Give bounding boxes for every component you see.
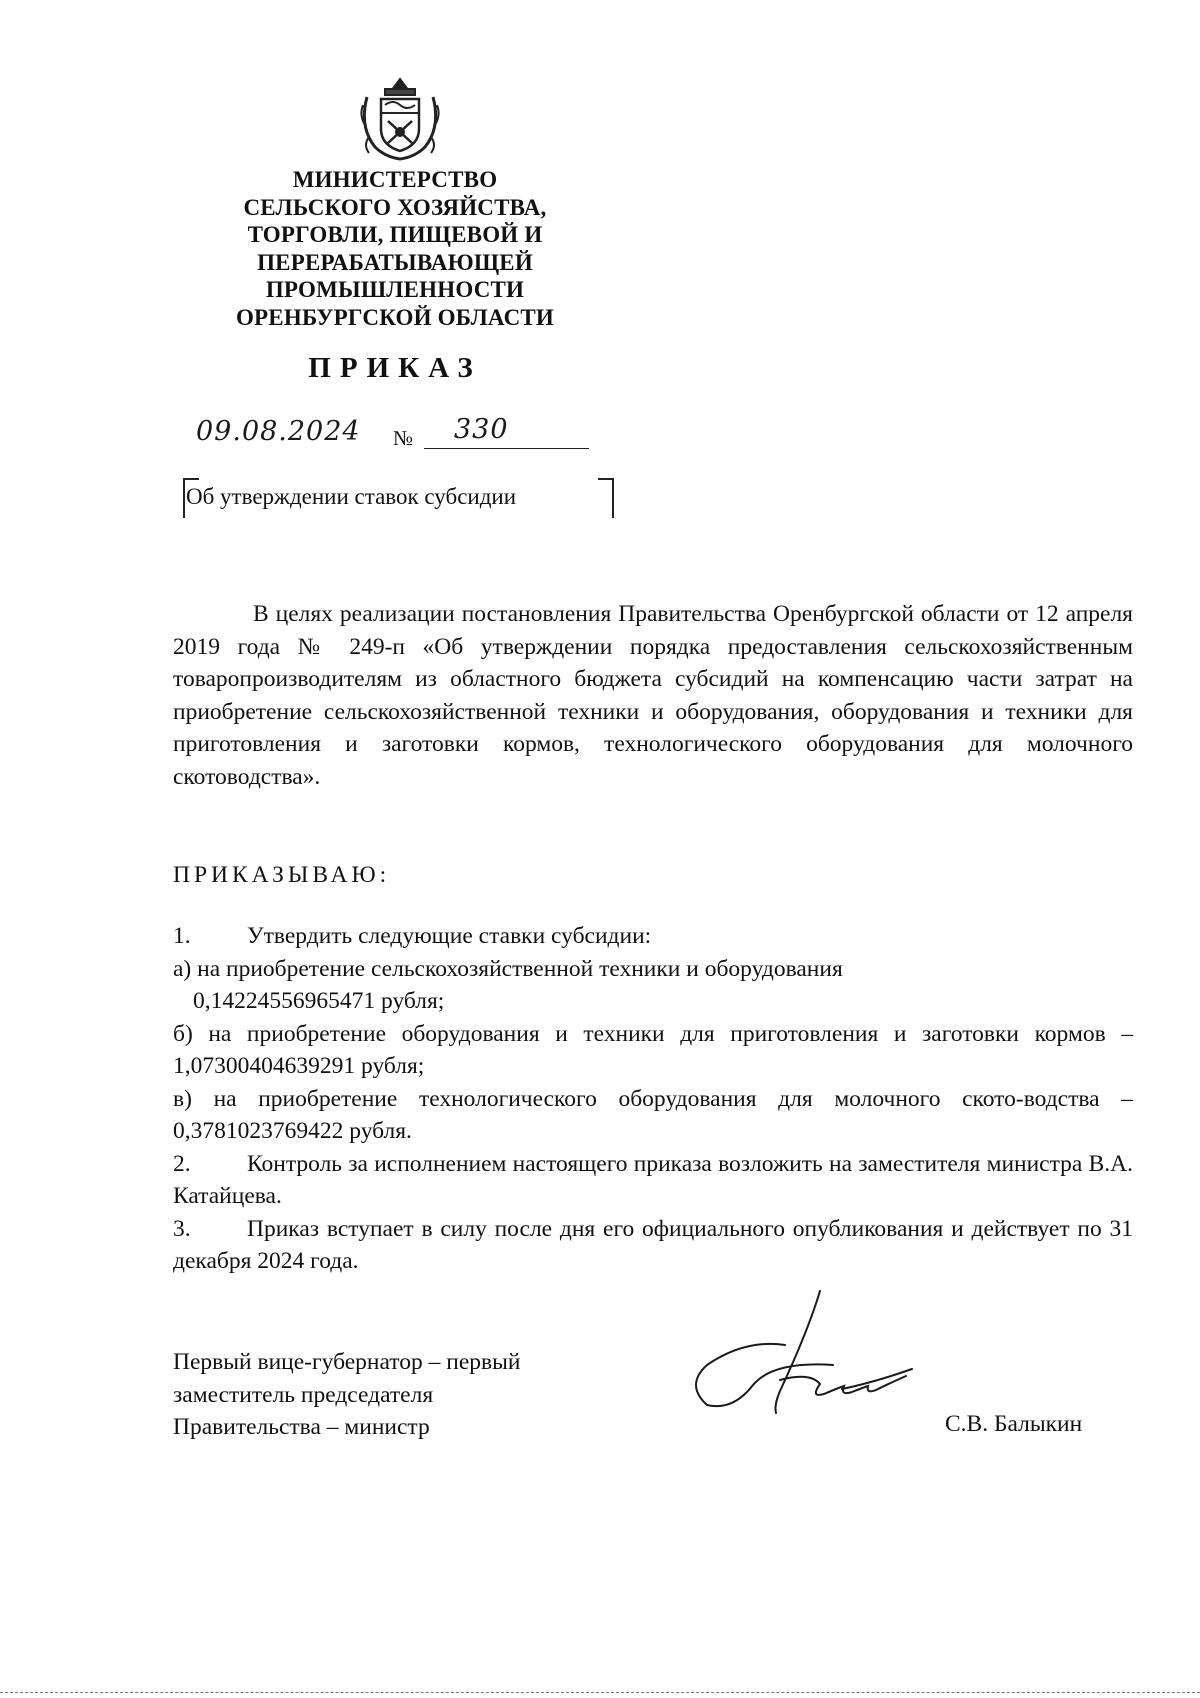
- item-1: [173, 920, 1133, 953]
- item-number: 1.: [173, 923, 191, 949]
- number-underline: [424, 448, 589, 449]
- item-text: Контроль за исполнением настоящего приказа возложить на заместителя министра В.А. Катайцева.: [173, 1150, 1133, 1209]
- signatory-name: С.В. Балыкин: [945, 1411, 1083, 1437]
- item-text: Утвердить следующие ставки субсидии:: [247, 923, 652, 949]
- order-items: [173, 920, 1133, 1278]
- ministry-line: СЕЛЬСКОГО ХОЗЯЙСТВА,: [243, 194, 547, 220]
- order-word: ПРИКАЗЫВАЮ:: [173, 862, 391, 888]
- item-number: 2.: [173, 1150, 191, 1177]
- item-1c: в) на приобретение технологического оборудования для молочного ското-водства – 0,3781023769422 рубля.: [173, 1085, 1133, 1144]
- date-number-line: [196, 414, 596, 454]
- document-date: 09.08.2024: [196, 416, 361, 447]
- coat-of-arms-emblem: [355, 75, 445, 161]
- ministry-header: [180, 166, 610, 331]
- ministry-line: ПРОМЫШЛЕННОСТИ: [265, 277, 525, 302]
- item-3: [173, 1213, 1133, 1278]
- item-2: [173, 1148, 1133, 1213]
- ministry-line: МИНИСТЕРСТВО: [292, 167, 498, 192]
- number-sign: №: [393, 426, 414, 450]
- handwritten-signature: [680, 1285, 930, 1445]
- position-line: Первый вице-губернатор – первый: [173, 1349, 521, 1375]
- subject-bracket-right: [598, 478, 614, 518]
- document-number: 330: [454, 414, 509, 445]
- document-type-title: ПРИКАЗ: [308, 352, 482, 384]
- item-text: Приказ вступает в силу после дня его официального опубликования и действует по 31 декабря 2024 года.: [173, 1215, 1133, 1274]
- signatory-position: [173, 1346, 520, 1444]
- scan-edge-line: [0, 1692, 1200, 1693]
- item-number: 3.: [173, 1215, 191, 1242]
- ministry-line: ТОРГОВЛИ, ПИЩЕВОЙ И: [247, 222, 543, 247]
- item-1a-rate: 0,14224556965471 рубля;: [193, 988, 445, 1014]
- ministry-line: ОРЕНБУРГСКОЙ ОБЛАСТИ: [235, 304, 555, 330]
- position-line: Правительства – министр: [173, 1414, 430, 1440]
- position-line: заместитель председателя: [173, 1381, 434, 1408]
- document-subject: Об утверждении ставок субсидии: [186, 484, 517, 509]
- ministry-line: ПЕРЕРАБАТЫВАЮЩЕЙ: [257, 249, 533, 275]
- item-1b: б) на приобретение оборудования и техники для приготовления и заготовки кормов – 1,07300404639291 рубля;: [173, 1020, 1133, 1079]
- preamble-paragraph: В целях реализации постановления Правительства Оренбургской области от 12 апреля 2019 года № 249-п «Об утверждении порядка предоставления сельскохозяйственным товаропроизводителям из областного бюджета субсидий на компенсацию части затрат на приобретение сельскохозяйственной техники и оборудования, оборудования и техники для приготовления и заготовки кормов, технологического оборудования для молочного скотоводства».: [173, 601, 1133, 790]
- item-1a: а) на приобретение сельскохозяйственной техники и оборудования: [173, 955, 843, 982]
